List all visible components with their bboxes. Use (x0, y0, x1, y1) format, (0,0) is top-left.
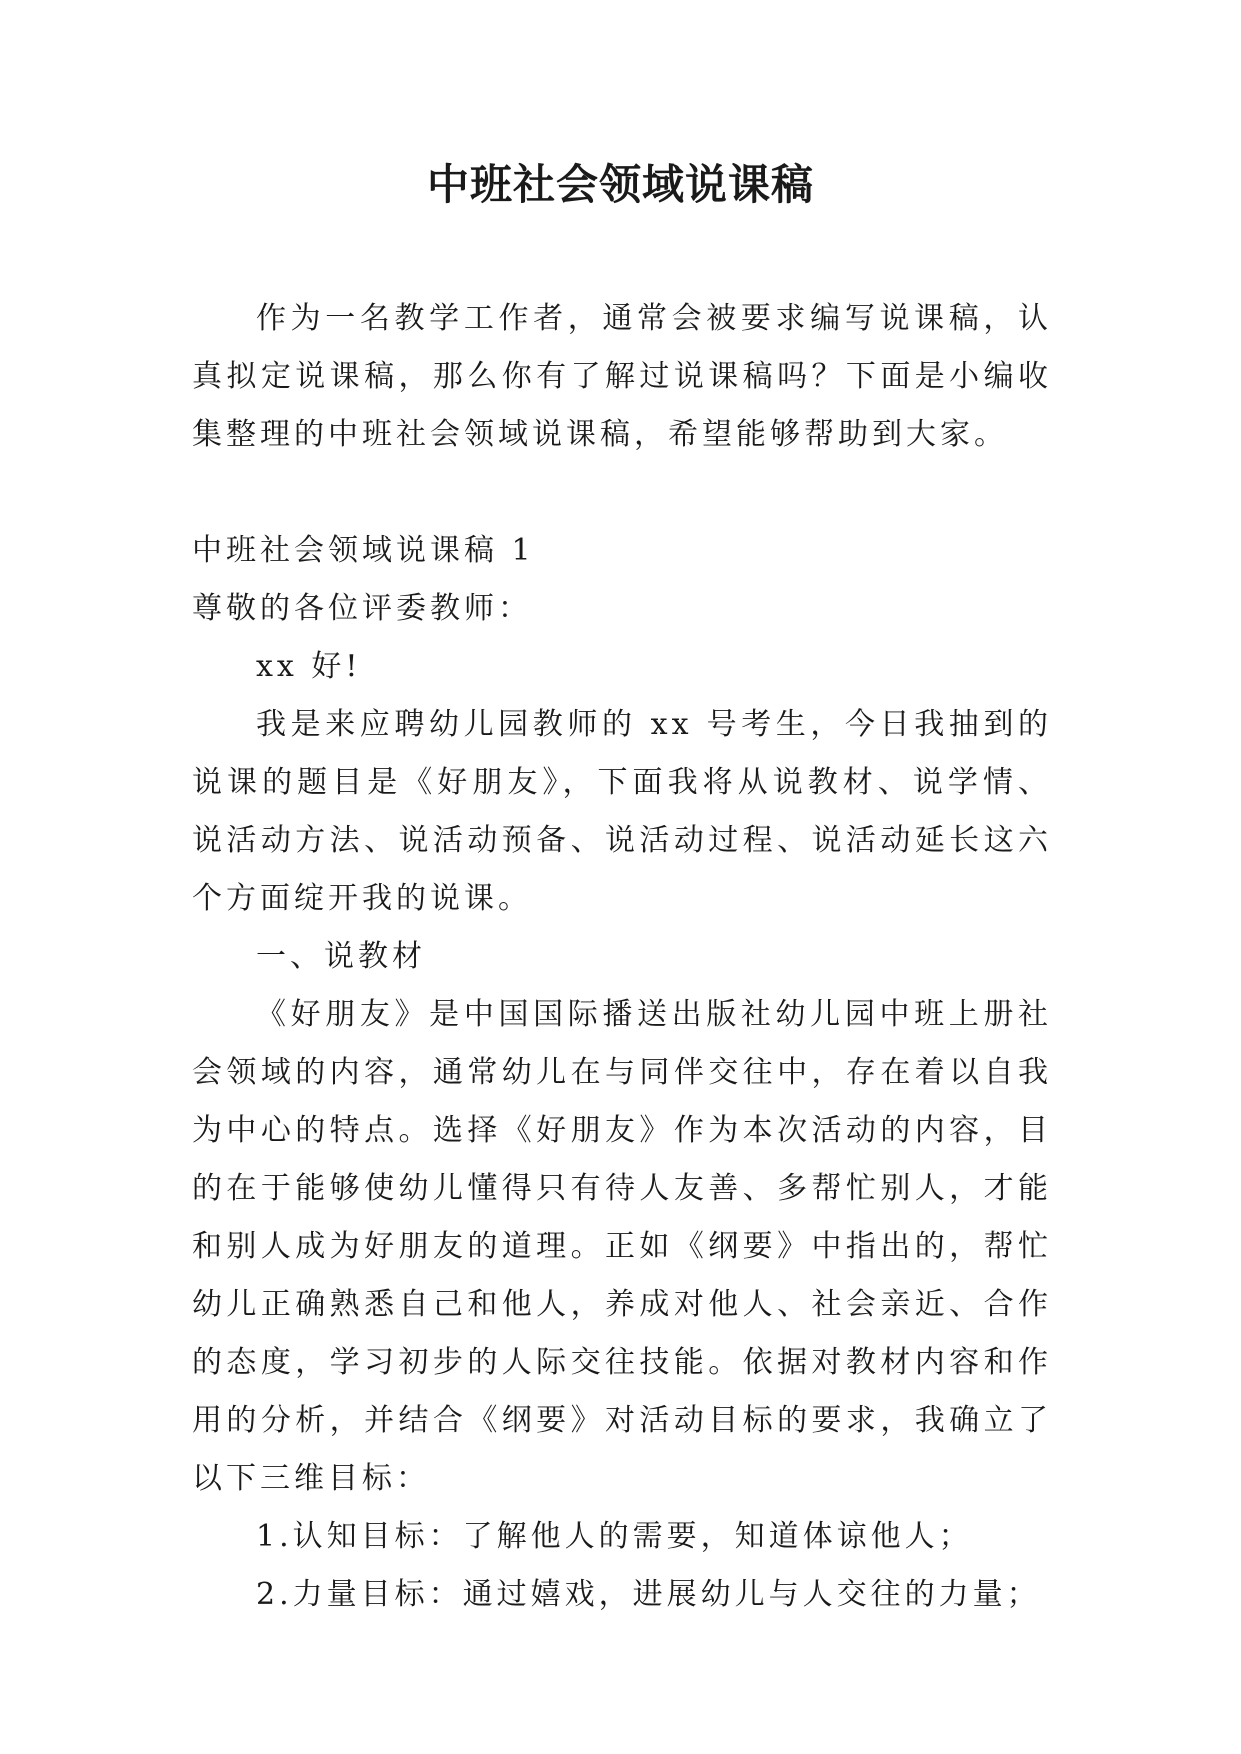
body-paragraph-1: 我是来应聘幼儿园教师的 xx 号考生，今日我抽到的说课的题目是《好朋友》，下面我将从说教材、说学情、说活动方法、说活动预备、说活动过程、说活动延长这六个方面绽开我的说课。 (192, 707, 1052, 916)
goal-item-1: 1.认知目标：了解他人的需要，知道体谅他人； (256, 1519, 973, 1554)
document-body (192, 290, 1052, 1624)
body-paragraph-2: 《好朋友》是中国国际播送出版社幼儿园中班上册社会领域的内容，通常幼儿在与同伴交往中，存在着以自我为中心的特点。选择《好朋友》作为本次活动的内容，目的在于能够使幼儿懂得只有待人友善、多帮忙别人，才能和别人成为好朋友的道理。正如《纲要》中指出的，帮忙幼儿正确熟悉自己和他人，养成对他人、社会亲近、合作的态度，学习初步的人际交往技能。依据对教材内容和作用的分析，并结合《纲要》对活动目标的要求，我确立了以下三维目标： (192, 997, 1052, 1496)
goal-item-2: 2.力量目标：通过嬉戏，进展幼儿与人交往的力量； (256, 1577, 1041, 1612)
intro-paragraph: 作为一名教学工作者，通常会被要求编写说课稿，认真拟定说课稿，那么你有了解过说课稿吗？下面是小编收集整理的中班社会领域说课稿，希望能够帮助到大家。 (192, 301, 1052, 452)
document-title: 中班社会领域说课稿 (426, 160, 814, 209)
section-heading: 中班社会领域说课稿 1 (192, 533, 535, 568)
greeting: xx 好! (256, 649, 362, 684)
subheading-teaching-material: 一、说教材 (256, 939, 426, 974)
salutation: 尊敬的各位评委教师： (192, 591, 532, 626)
